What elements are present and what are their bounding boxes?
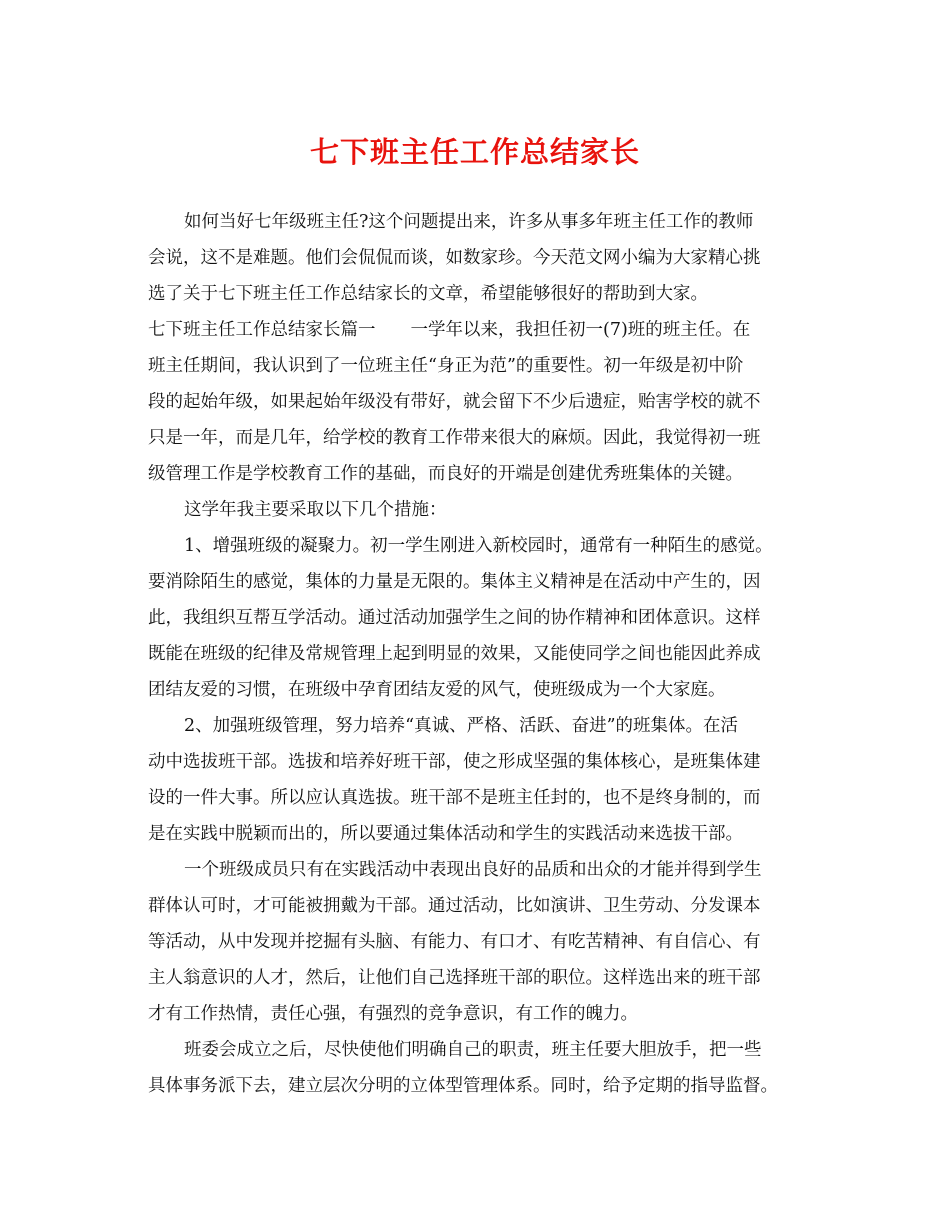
text-line: 班主任期间，我认识到了一位班主任“身正为范”的重要性。初一年级是初中阶	[148, 356, 744, 376]
text-line: 会说，这不是难题。他们会侃侃而谈，如数家珍。今天范文网小编为大家精心挑	[148, 248, 761, 268]
text-line: 才有工作热情，责任心强，有强烈的竞争意识，有工作的魄力。	[148, 1004, 638, 1024]
text-line: 此，我组织互帮互学活动。通过活动加强学生之间的协作精神和团体意识。这样	[148, 608, 761, 628]
text-line: 2、加强班级管理，努力培养“真诚、严格、活跃、奋进”的班集体。在活	[184, 716, 739, 736]
text-line: 七下班主任工作总结家长篇一 一学年以来，我担任初一(7)班的班主任。在	[148, 320, 751, 340]
text-line: 团结友爱的习惯，在班级中孕育团结友爱的风气，使班级成为一个大家庭。	[148, 680, 726, 700]
text-line: 1、增强班级的凝聚力。初一学生刚进入新校园时，通常有一种陌生的感觉。	[184, 536, 773, 556]
text-line: 具体事务派下去，建立层次分明的立体型管理体系。同时，给予定期的指导监督。	[148, 1076, 778, 1096]
text-line: 班委会成立之后，尽快使他们明确自己的职责，班主任要大胆放手，把一些	[184, 1040, 762, 1060]
text-line: 段的起始年级，如果起始年级没有带好，就会留下不少后遗症，贻害学校的就不	[148, 392, 761, 412]
text-line: 动中选拔班干部。选拔和培养好班干部，使之形成坚强的集体核心，是班集体建	[148, 752, 761, 772]
document-title: 七下班主任工作总结家长	[309, 135, 640, 169]
text-line: 只是一年，而是几年，给学校的教育工作带来很大的麻烦。因此，我觉得初一班	[148, 428, 761, 448]
text-line: 级管理工作是学校教育工作的基础，而良好的开端是创建优秀班集体的关键。	[148, 464, 743, 484]
text-line: 主人翁意识的人才，然后，让他们自己选择班干部的职位。这样选出来的班干部	[148, 968, 761, 988]
text-line: 设的一件大事。所以应认真选拔。班干部不是班主任封的，也不是终身制的，而	[148, 788, 761, 808]
text-line: 如何当好七年级班主任?这个问题提出来，许多从事多年班主任工作的教师	[184, 212, 754, 232]
text-line: 一个班级成员只有在实践活动中表现出良好的品质和出众的才能并得到学生	[184, 860, 762, 880]
text-line: 要消除陌生的感觉，集体的力量是无限的。集体主义精神是在活动中产生的，因	[148, 572, 761, 592]
text-line: 选了关于七下班主任工作总结家长的文章，希望能够很好的帮助到大家。	[148, 284, 708, 304]
text-line: 是在实践中脱颖而出的，所以要通过集体活动和学生的实践活动来选拔干部。	[148, 824, 743, 844]
text-line: 等活动，从中发现并挖掘有头脑、有能力、有口才、有吃苦精神、有自信心、有	[148, 932, 761, 952]
text-line: 这学年我主要采取以下几个措施：	[184, 500, 447, 520]
text-line: 群体认可时，才可能被拥戴为干部。通过活动，比如演讲、卫生劳动、分发课本	[148, 896, 761, 916]
text-line: 既能在班级的纪律及常规管理上起到明显的效果，又能使同学之间也能因此养成	[148, 644, 761, 664]
